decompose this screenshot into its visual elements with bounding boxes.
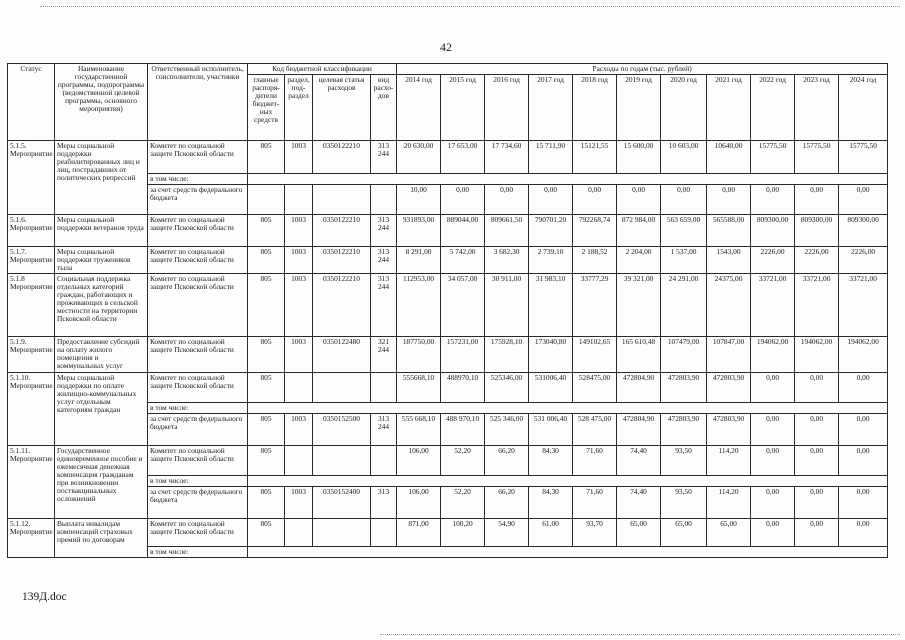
expense-value-cell: 0,00 — [751, 445, 795, 475]
expense-value-cell: 0,00 — [839, 372, 888, 402]
expense-value-cell: 472803,90 — [661, 413, 707, 445]
expense-value-cell: 2 188,52 — [573, 246, 617, 273]
table-row — [8, 372, 888, 402]
expense-value-cell: 0,00 — [839, 518, 888, 546]
page-number: 42 — [440, 40, 452, 54]
responsible-cell: Комитет по социальной защите Псковской области — [148, 214, 248, 246]
expense-value-cell: 1543,00 — [707, 246, 751, 273]
expense-value-cell: 71,60 — [573, 445, 617, 475]
header-year: 2024 год — [839, 74, 888, 140]
expense-value-cell: 3 682,30 — [485, 246, 529, 273]
header-expense-type: вид расхо-дов — [371, 74, 397, 140]
expense-type-cell: 321 244 — [371, 336, 397, 372]
expense-type-cell: 313 244 — [371, 273, 397, 336]
expense-value-cell: 0,00 — [573, 184, 617, 214]
header-razdel: раздел, под-раздел — [285, 74, 313, 140]
expense-value-cell: 472804,90 — [617, 372, 661, 402]
expense-value-cell: 2 739,10 — [529, 246, 573, 273]
subtotal-label-cell: в том числе: — [148, 546, 248, 557]
expense-value-cell: 0,00 — [795, 518, 839, 546]
name-cell: Меры социальной поддержки по оплате жилищно-коммунальных услуг отдельным категориям граждан — [55, 372, 148, 445]
razdel-cell — [285, 518, 313, 546]
expense-value-cell: 10640,00 — [707, 140, 751, 173]
expense-value-cell: 531006,40 — [529, 372, 573, 402]
expense-value-cell: 66,20 — [485, 445, 529, 475]
target-article-cell: 0350122210 — [313, 214, 371, 246]
expense-value-cell: 872 984,00 — [617, 214, 661, 246]
expense-value-cell: 0,00 — [485, 184, 529, 214]
expense-value-cell: 33721,00 — [839, 273, 888, 336]
table-row — [8, 518, 888, 546]
expense-value-cell: 488970,10 — [441, 372, 485, 402]
target-article-cell — [313, 518, 371, 546]
status-cell: 5.1.10. Мероприятие — [8, 372, 55, 445]
budget-table — [7, 63, 888, 558]
expense-value-cell: 931893,00 — [397, 214, 441, 246]
expense-value-cell: 525346,00 — [485, 372, 529, 402]
expense-value-cell: 15 711,90 — [529, 140, 573, 173]
expense-type-cell: 313 244 — [371, 413, 397, 445]
expense-value-cell: 531 006,40 — [529, 413, 573, 445]
header-target-article: целевая статья расходов — [313, 74, 371, 140]
expense-value-cell: 149102,65 — [573, 336, 617, 372]
expense-value-cell: 472803,90 — [661, 372, 707, 402]
expense-value-cell: 71,60 — [573, 486, 617, 518]
expense-value-cell: 165 610,48 — [617, 336, 661, 372]
grbs-cell: 805 — [248, 214, 285, 246]
name-cell: Выплата инвалидам компенсаций страховых премий по договорам — [55, 518, 148, 557]
name-cell: Меры социальной поддержки ветеранов труда — [55, 214, 148, 246]
expense-value-cell: 0,00 — [751, 372, 795, 402]
grbs-cell: 805 — [248, 273, 285, 336]
table-row — [8, 246, 888, 273]
header-responsible: Ответственный исполнитель, соисполнители, участники — [148, 64, 248, 141]
expense-type-cell: 313 244 — [371, 140, 397, 173]
expense-value-cell: 93,50 — [661, 486, 707, 518]
grbs-cell: 805 — [248, 336, 285, 372]
grbs-cell: 805 — [248, 246, 285, 273]
scan-edge-top — [40, 6, 900, 7]
expense-value-cell: 15775,50 — [839, 140, 888, 173]
name-cell: Государственное единовременное пособие и ежемесячная денежная компенсация гражданам при возникновении поствакцинальных осложнений — [55, 445, 148, 518]
razdel-cell — [285, 184, 313, 214]
expense-value-cell: 93,50 — [661, 445, 707, 475]
expense-value-cell: 528475,00 — [573, 372, 617, 402]
expense-value-cell: 555668,10 — [397, 372, 441, 402]
expense-value-cell: 112953,00 — [397, 273, 441, 336]
expense-value-cell: 871,00 — [397, 518, 441, 546]
expense-type-cell: 313 244 — [371, 246, 397, 273]
expense-value-cell: 74,40 — [617, 445, 661, 475]
expense-value-cell: 0,00 — [795, 372, 839, 402]
name-cell: Социальная поддержка отдельных категорий граждан, работающих и проживающих в сельской местности на территории Псковской области — [55, 273, 148, 336]
empty-span-cell — [248, 546, 888, 557]
expense-value-cell: 30 911,00 — [485, 273, 529, 336]
target-article-cell: 0350122210 — [313, 140, 371, 173]
expense-value-cell: 2226,00 — [795, 246, 839, 273]
expense-value-cell: 0,00 — [839, 486, 888, 518]
expense-value-cell: 0,00 — [795, 184, 839, 214]
expense-value-cell: 84,30 — [529, 486, 573, 518]
expense-type-cell — [371, 372, 397, 402]
expense-value-cell: 20 630,00 — [397, 140, 441, 173]
razdel-cell: 1003 — [285, 336, 313, 372]
target-article-cell: 0350122210 — [313, 273, 371, 336]
expense-value-cell: 157231,00 — [441, 336, 485, 372]
expense-value-cell: 0,00 — [751, 486, 795, 518]
razdel-cell: 1003 — [285, 214, 313, 246]
empty-span-cell — [248, 173, 888, 184]
expense-value-cell: 2 204,00 — [617, 246, 661, 273]
expense-value-cell: 792268,74 — [573, 214, 617, 246]
expense-value-cell: 34 057,00 — [441, 273, 485, 336]
expense-value-cell: 563 659,00 — [661, 214, 707, 246]
responsible-cell: за счет средств федерального бюджета — [148, 184, 248, 214]
header-year: 2019 год — [617, 74, 661, 140]
table-row — [8, 336, 888, 372]
expense-value-cell: 0,00 — [751, 413, 795, 445]
grbs-cell: 805 — [248, 372, 285, 402]
expense-value-cell: 66,20 — [485, 486, 529, 518]
expense-value-cell: 472804,90 — [617, 413, 661, 445]
expense-value-cell: 555 668,10 — [397, 413, 441, 445]
expense-value-cell: 54,90 — [485, 518, 529, 546]
expense-value-cell: 0,00 — [795, 445, 839, 475]
expense-value-cell: 472803,90 — [707, 372, 751, 402]
grbs-cell: 805 — [248, 140, 285, 173]
responsible-cell: Комитет по социальной защите Псковской области — [148, 246, 248, 273]
expense-value-cell: 0,00 — [441, 184, 485, 214]
expense-value-cell: 106,00 — [397, 486, 441, 518]
expense-value-cell: 107847,00 — [707, 336, 751, 372]
expense-type-cell — [371, 518, 397, 546]
target-article-cell: 0350122480 — [313, 336, 371, 372]
expense-value-cell: 0,00 — [839, 184, 888, 214]
header-expenses: Расходы по годам (тыс. рублей) — [397, 64, 888, 75]
empty-span-cell — [248, 402, 888, 413]
grbs-cell: 805 — [248, 413, 285, 445]
status-cell: 5.1.9. Мероприятие — [8, 336, 55, 372]
expense-type-cell: 313 — [371, 486, 397, 518]
expense-value-cell: 10 603,00 — [661, 140, 707, 173]
expense-value-cell: 0,00 — [839, 413, 888, 445]
razdel-cell: 1003 — [285, 140, 313, 173]
scan-edge-bottom — [380, 634, 900, 635]
expense-value-cell: 809300,00 — [839, 214, 888, 246]
header-budget-code: Код бюджетной классификации — [248, 64, 397, 75]
grbs-cell — [248, 184, 285, 214]
expense-value-cell: 187750,00 — [397, 336, 441, 372]
expense-value-cell: 2226,00 — [751, 246, 795, 273]
expense-value-cell: 24375,00 — [707, 273, 751, 336]
responsible-cell: за счет средств федерального бюджета — [148, 413, 248, 445]
expense-value-cell: 0,00 — [617, 184, 661, 214]
expense-value-cell: 52,20 — [441, 445, 485, 475]
expense-value-cell: 1 537,00 — [661, 246, 707, 273]
header-year: 2016 год — [485, 74, 529, 140]
expense-value-cell: 194062,00 — [839, 336, 888, 372]
expense-value-cell: 0,00 — [529, 184, 573, 214]
expense-value-cell: 15775,50 — [751, 140, 795, 173]
razdel-cell: 1003 — [285, 486, 313, 518]
target-article-cell: 0350152500 — [313, 413, 371, 445]
expense-value-cell: 114,20 — [707, 445, 751, 475]
expense-value-cell: 114,20 — [707, 486, 751, 518]
expense-value-cell: 194062,00 — [795, 336, 839, 372]
target-article-cell — [313, 445, 371, 475]
expense-value-cell: 17 734,60 — [485, 140, 529, 173]
expense-value-cell: 809300,00 — [751, 214, 795, 246]
expense-value-cell: 0,00 — [661, 184, 707, 214]
expense-value-cell: 173040,80 — [529, 336, 573, 372]
expense-value-cell: 525 346,00 — [485, 413, 529, 445]
status-cell: 5.1.7. Мероприятие — [8, 246, 55, 273]
header-year: 2014 год — [397, 74, 441, 140]
name-cell: Предоставление субсидий на оплату жилого помещения и коммунальных услуг — [55, 336, 148, 372]
expense-value-cell: 31 983,10 — [529, 273, 573, 336]
razdel-cell — [285, 372, 313, 402]
expense-value-cell: 65,00 — [617, 518, 661, 546]
table-row — [8, 445, 888, 475]
expense-value-cell: 106,00 — [397, 445, 441, 475]
grbs-cell: 805 — [248, 486, 285, 518]
responsible-cell: Комитет по социальной защите Псковской области — [148, 273, 248, 336]
name-cell: Меры социальной поддержки тружеников тыла — [55, 246, 148, 273]
table-row — [8, 273, 888, 336]
grbs-cell: 805 — [248, 445, 285, 475]
table-row — [8, 140, 888, 173]
header-row-1 — [8, 64, 888, 75]
expense-value-cell: 61,00 — [529, 518, 573, 546]
header-grbs: главные распоря-дители бюджет-ных средств — [248, 74, 285, 140]
expense-value-cell: 33777,29 — [573, 273, 617, 336]
responsible-cell: Комитет по социальной защите Псковской области — [148, 518, 248, 546]
target-article-cell — [313, 184, 371, 214]
responsible-cell: Комитет по социальной защите Псковской области — [148, 140, 248, 173]
target-article-cell: 0350122210 — [313, 246, 371, 273]
expense-value-cell: 790701,20 — [529, 214, 573, 246]
status-cell: 5.1.6. Мероприятие — [8, 214, 55, 246]
header-status: Статус — [8, 64, 55, 141]
name-cell: Меры социальной поддержки реабилитированных лиц и лиц, пострадавших от политических репрессий — [55, 140, 148, 214]
subtotal-label-cell: в том числе: — [148, 402, 248, 413]
expense-value-cell: 33721,00 — [751, 273, 795, 336]
grbs-cell: 805 — [248, 518, 285, 546]
expense-value-cell: 65,00 — [707, 518, 751, 546]
expense-value-cell: 194062,00 — [751, 336, 795, 372]
expense-value-cell: 15775,50 — [795, 140, 839, 173]
expense-value-cell: 488 970,10 — [441, 413, 485, 445]
responsible-cell: Комитет по социальной защите Псковской области — [148, 372, 248, 402]
header-year: 2022 год — [751, 74, 795, 140]
expense-value-cell: 39 321,00 — [617, 273, 661, 336]
expense-value-cell: 472803,90 — [707, 413, 751, 445]
razdel-cell: 1003 — [285, 413, 313, 445]
expense-value-cell: 10,00 — [397, 184, 441, 214]
expense-value-cell: 107479,00 — [661, 336, 707, 372]
expense-value-cell: 528 475,00 — [573, 413, 617, 445]
status-cell: 5.1.8 Мероприятие — [8, 273, 55, 336]
expense-value-cell: 33721,00 — [795, 273, 839, 336]
expense-value-cell: 565588,00 — [707, 214, 751, 246]
expense-type-cell — [371, 184, 397, 214]
expense-value-cell: 889044,00 — [441, 214, 485, 246]
status-cell: 5.1.12. Мероприятие — [8, 518, 55, 557]
target-article-cell: 0350152400 — [313, 486, 371, 518]
expense-value-cell: 809300,00 — [795, 214, 839, 246]
expense-value-cell: 100,20 — [441, 518, 485, 546]
status-cell: 5.1.11. Мероприятие — [8, 445, 55, 518]
status-cell: 5.1.5. Мероприятие — [8, 140, 55, 214]
expense-value-cell: 5 742,00 — [441, 246, 485, 273]
footer-filename: 139Д.doc — [22, 591, 67, 603]
expense-value-cell: 84,30 — [529, 445, 573, 475]
expense-value-cell: 175928,10 — [485, 336, 529, 372]
expense-value-cell: 24 291,00 — [661, 273, 707, 336]
header-year: 2017 год — [529, 74, 573, 140]
expense-value-cell: 0,00 — [839, 445, 888, 475]
header-year: 2020 год — [661, 74, 707, 140]
header-year: 2015 год — [441, 74, 485, 140]
expense-value-cell: 15 600,00 — [617, 140, 661, 173]
subtotal-label-cell: в том числе: — [148, 173, 248, 184]
header-year: 2021 год — [707, 74, 751, 140]
table-row — [8, 214, 888, 246]
header-year: 2023 год — [795, 74, 839, 140]
expense-value-cell: 8 291,00 — [397, 246, 441, 273]
expense-value-cell: 93,70 — [573, 518, 617, 546]
expense-value-cell: 15121,55 — [573, 140, 617, 173]
responsible-cell: за счет средств федерального бюджета — [148, 486, 248, 518]
expense-value-cell: 0,00 — [751, 184, 795, 214]
expense-value-cell: 0,00 — [795, 486, 839, 518]
header-name: Наименование государственной программы, подпрограммы (ведомственной целевой программы, основного мероприятия) — [55, 64, 148, 141]
expense-type-cell: 313 244 — [371, 214, 397, 246]
expense-value-cell: 0,00 — [795, 413, 839, 445]
empty-span-cell — [248, 475, 888, 486]
header-year: 2018 год — [573, 74, 617, 140]
expense-value-cell: 65,00 — [661, 518, 707, 546]
responsible-cell: Комитет по социальной защите Псковской области — [148, 336, 248, 372]
expense-value-cell: 74,40 — [617, 486, 661, 518]
expense-value-cell: 0,00 — [707, 184, 751, 214]
expense-value-cell: 52,20 — [441, 486, 485, 518]
razdel-cell — [285, 445, 313, 475]
responsible-cell: Комитет по социальной защите Псковской области — [148, 445, 248, 475]
expense-value-cell: 2226,00 — [839, 246, 888, 273]
razdel-cell: 1003 — [285, 273, 313, 336]
expense-type-cell — [371, 445, 397, 475]
target-article-cell — [313, 372, 371, 402]
expense-value-cell: 0,00 — [751, 518, 795, 546]
expense-value-cell: 809661,50 — [485, 214, 529, 246]
expense-value-cell: 17 653,00 — [441, 140, 485, 173]
razdel-cell: 1003 — [285, 246, 313, 273]
subtotal-label-cell: в том числе: — [148, 475, 248, 486]
